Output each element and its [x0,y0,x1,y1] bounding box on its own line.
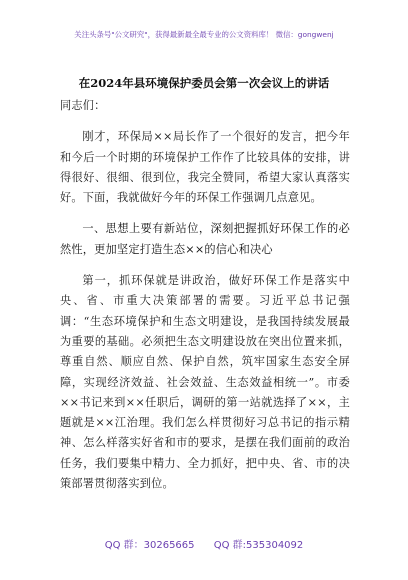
qq-group-2: QQ 群:535304092 [213,540,304,551]
paragraph-point-one: 第一，抓环保就是讲政治，做好环保工作是落实中央、省、市重大决策部署的需要。习近平总书记强调：“生态环境保护和生态文明建设，是我国持续发展最为重要的基础。必须把生态文明建设放在突出位置来抓，尊重自然、顺应自然、保护自然，筑牢国家生态安全屏障，实现经济效益、社会效益、生态效益相统一”。市委××书记来到××任职后，调研的第一站就选择了××，主题就是××江治理。我们怎么样贯彻好习总书记的指示精神、怎么样落实好省和市的要求，是摆在我们面前的政治任务，我们要集中精力、全力抓好，把中央、省、市的决策部署贯彻落实到位。 [60,274,350,491]
footer-contact [0,536,408,551]
salutation: 同志们： [60,99,106,112]
qq-group-1: QQ 群：30265665 [104,540,195,551]
section-heading: 一、思想上要有新站位，深刻把握抓好环保工作的必然性，更加坚定打造生态××的信心和决心 [60,222,350,256]
document-title: 在2024年县环境保护委员会第一次会议上的讲话 [78,76,330,90]
promo-banner: 关注头条号"公文研究"，获得最新最全最专业的公文资料库！ 微信：gongwenj [74,30,334,39]
document-body [60,96,350,494]
paragraph-intro: 刚才，环保局××局长作了一个很好的发言，把今年和今后一个时期的环境保护工作作了比较具体的安排，讲得很好、很细、很到位，我完全赞同，希望大家认真落实好。下面，我就做好今年的环保工作强调几点意见。 [60,130,350,205]
